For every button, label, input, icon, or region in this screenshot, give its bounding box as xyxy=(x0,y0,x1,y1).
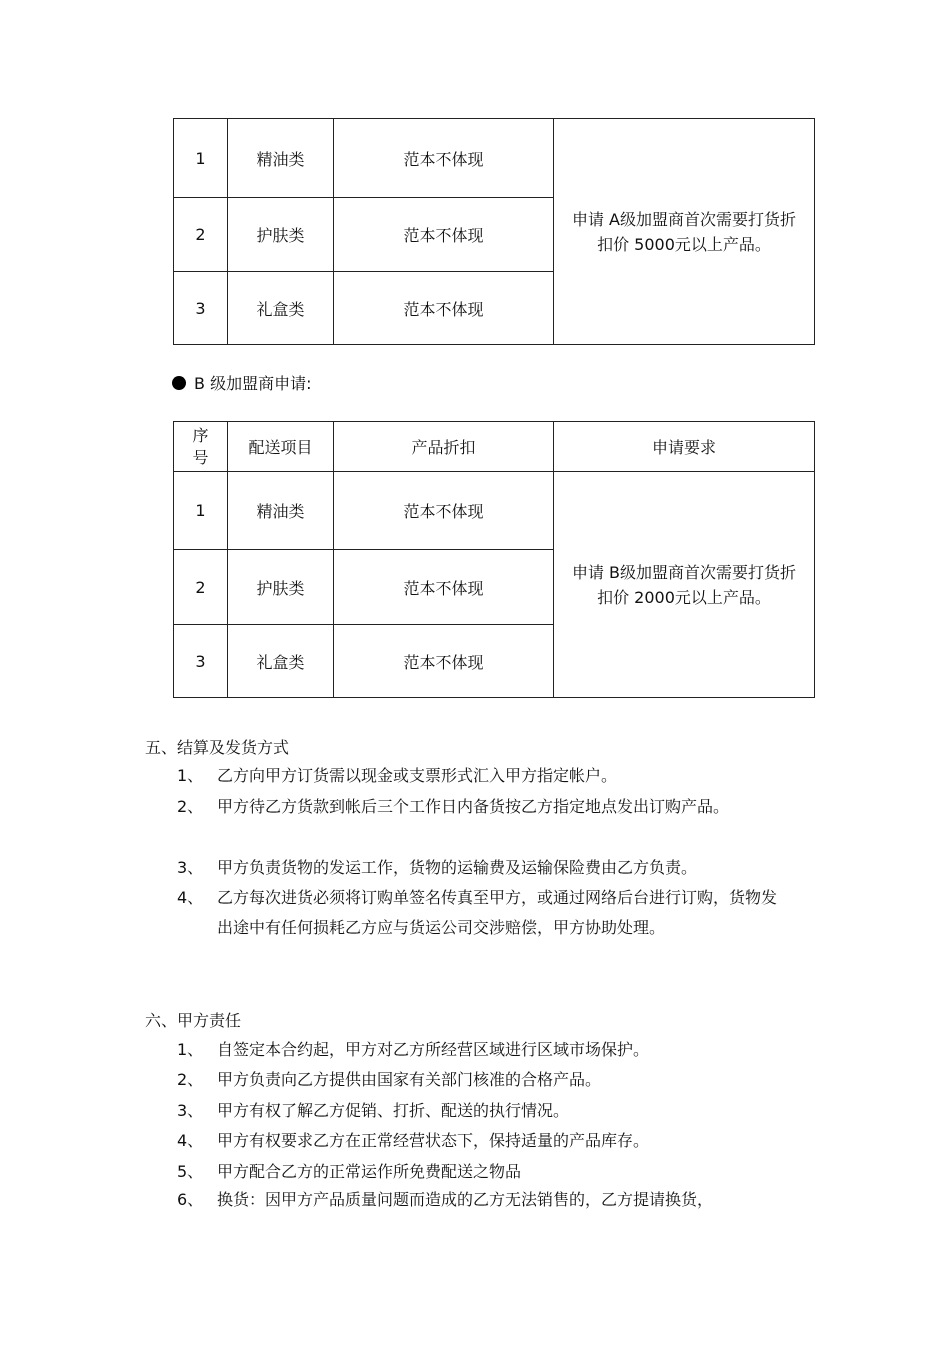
seq-cell: 1 xyxy=(174,472,228,550)
seq-cell: 2 xyxy=(174,550,228,625)
seq-cell: 3 xyxy=(174,272,228,345)
header-seq-text: 序号 xyxy=(192,425,209,467)
item-text: 自签定本合约起，甲方对乙方所经营区域进行区域市场保护。 xyxy=(217,1040,650,1059)
list-item xyxy=(177,792,777,822)
discount-cell: 范本不体现 xyxy=(334,625,554,698)
item-text: 甲方待乙方货款到帐后三个工作日内备货按乙方指定地点发出订购产品。 xyxy=(217,797,730,816)
list-item xyxy=(177,1035,797,1065)
item-number: 4、 xyxy=(177,1131,204,1150)
list-item xyxy=(177,761,797,791)
discount-cell: 范本不体现 xyxy=(334,550,554,625)
discount-cell: 范本不体现 xyxy=(334,119,554,198)
item-number: 3、 xyxy=(177,1101,204,1120)
item-number: 2、 xyxy=(177,1070,204,1089)
item-number: 1、 xyxy=(177,1040,204,1059)
item-text: 甲方负责货物的发运工作，货物的运输费及运输保险费由乙方负责。 xyxy=(217,858,698,877)
grade-a-table xyxy=(173,118,815,345)
list-item xyxy=(177,1096,797,1126)
list-item xyxy=(177,1185,797,1215)
item-number: 3、 xyxy=(177,858,204,877)
list-item xyxy=(177,883,777,943)
grade-b-heading-text: B 级加盟商申请: xyxy=(194,374,312,393)
list-item xyxy=(177,1065,797,1095)
item-cell: 礼盒类 xyxy=(228,272,334,345)
seq-cell: 2 xyxy=(174,198,228,272)
bullet-dot-icon xyxy=(172,376,186,390)
item-number: 4、 xyxy=(177,888,204,907)
requirement-cell: 申请 B级加盟商首次需要打货折扣价 2000元以上产品。 xyxy=(554,472,815,698)
seq-cell: 3 xyxy=(174,625,228,698)
section-5-title: 五、结算及发货方式 xyxy=(145,738,290,757)
item-text: 甲方有权要求乙方在正常经营状态下，保持适量的产品库存。 xyxy=(217,1131,650,1150)
header-requirement: 申请要求 xyxy=(554,422,815,472)
list-item xyxy=(177,1126,797,1156)
item-number: 6、 xyxy=(177,1190,204,1209)
list-item xyxy=(177,853,797,883)
item-cell: 护肤类 xyxy=(228,198,334,272)
section-6-title: 六、甲方责任 xyxy=(145,1011,242,1030)
grade-b-table xyxy=(173,421,815,698)
item-number: 2、 xyxy=(177,797,204,816)
item-cell: 礼盒类 xyxy=(228,625,334,698)
header-item: 配送项目 xyxy=(228,422,334,472)
table-header-row xyxy=(174,422,815,472)
item-number: 5、 xyxy=(177,1162,204,1181)
discount-cell: 范本不体现 xyxy=(334,272,554,345)
list-item xyxy=(177,1157,797,1187)
item-text: 乙方每次进货必须将订购单签名传真至甲方，或通过网络后台进行订购，货物发出途中有任何损耗乙方应与货运公司交涉赔偿，甲方协助处理。 xyxy=(217,888,778,937)
item-text: 乙方向甲方订货需以现金或支票形式汇入甲方指定帐户。 xyxy=(217,766,618,785)
item-cell: 护肤类 xyxy=(228,550,334,625)
discount-cell: 范本不体现 xyxy=(334,472,554,550)
item-cell: 精油类 xyxy=(228,119,334,198)
table-row xyxy=(174,472,815,550)
grade-b-heading xyxy=(172,371,311,394)
item-text: 甲方配合乙方的正常运作所免费配送之物品 xyxy=(217,1162,522,1181)
requirement-cell: 申请 A级加盟商首次需要打货折扣价 5000元以上产品。 xyxy=(554,119,815,345)
item-text: 甲方负责向乙方提供由国家有关部门核准的合格产品。 xyxy=(217,1070,602,1089)
item-cell: 精油类 xyxy=(228,472,334,550)
header-seq xyxy=(174,422,228,472)
discount-cell: 范本不体现 xyxy=(334,198,554,272)
seq-cell: 1 xyxy=(174,119,228,198)
table-row xyxy=(174,119,815,198)
header-discount: 产品折扣 xyxy=(334,422,554,472)
item-number: 1、 xyxy=(177,766,204,785)
item-text: 甲方有权了解乙方促销、打折、配送的执行情况。 xyxy=(217,1101,570,1120)
item-text: 换货：因甲方产品质量问题而造成的乙方无法销售的，乙方提请换货， xyxy=(217,1190,714,1209)
